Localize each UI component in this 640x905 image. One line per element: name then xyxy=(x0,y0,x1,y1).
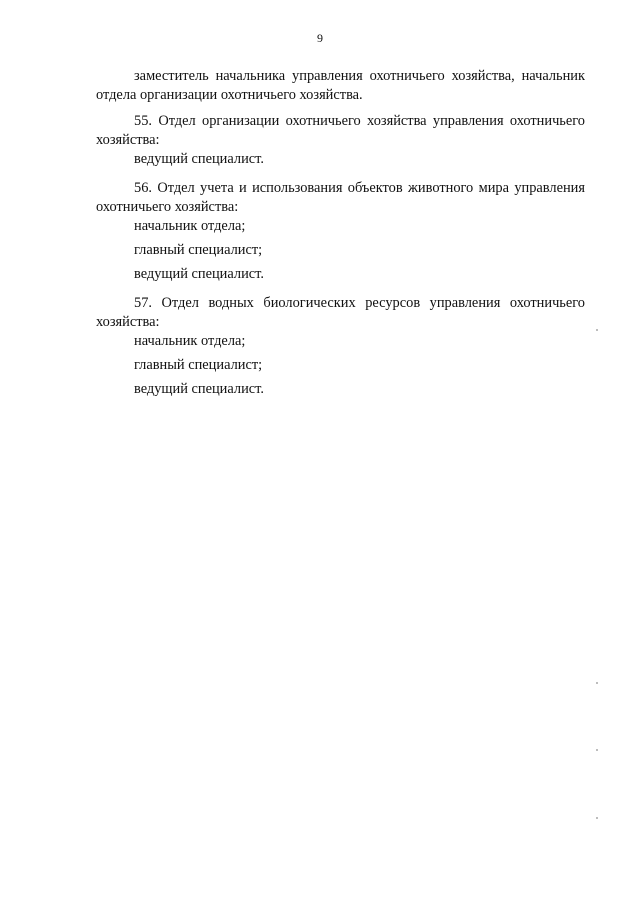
scan-speck xyxy=(596,329,598,331)
position-item: ведущий специалист. xyxy=(134,266,264,282)
section-55 xyxy=(96,112,585,169)
section-heading: 55. Отдел организации охотничьего хозяйства управления охотничьего хозяйства: xyxy=(96,113,585,148)
position-item: главный специалист; xyxy=(134,357,263,373)
document-body xyxy=(96,67,585,399)
position-item: главный специалист; xyxy=(134,242,263,258)
scan-speck xyxy=(596,749,598,751)
position-item: ведущий специалист. xyxy=(134,151,264,167)
scan-speck xyxy=(596,682,598,684)
position-list xyxy=(96,332,585,399)
position-item: начальник отдела; xyxy=(134,333,246,349)
position-list xyxy=(96,217,585,284)
section-57 xyxy=(96,294,585,399)
section-heading: 56. Отдел учета и использования объектов животного мира управления охотничьего хозяйства: xyxy=(96,180,585,215)
position-item: ведущий специалист. xyxy=(134,381,264,397)
position-item: начальник отдела; xyxy=(134,218,246,234)
scan-speck xyxy=(596,817,598,819)
page-number: 9 xyxy=(317,31,323,45)
section-heading: 57. Отдел водных биологических ресурсов управления охотничьего хозяйства: xyxy=(96,295,585,330)
position-list xyxy=(96,150,585,169)
intro-paragraph: заместитель начальника управления охотничьего хозяйства, начальник отдела организации охотничьего хозяйства. xyxy=(96,68,585,103)
section-56 xyxy=(96,179,585,284)
